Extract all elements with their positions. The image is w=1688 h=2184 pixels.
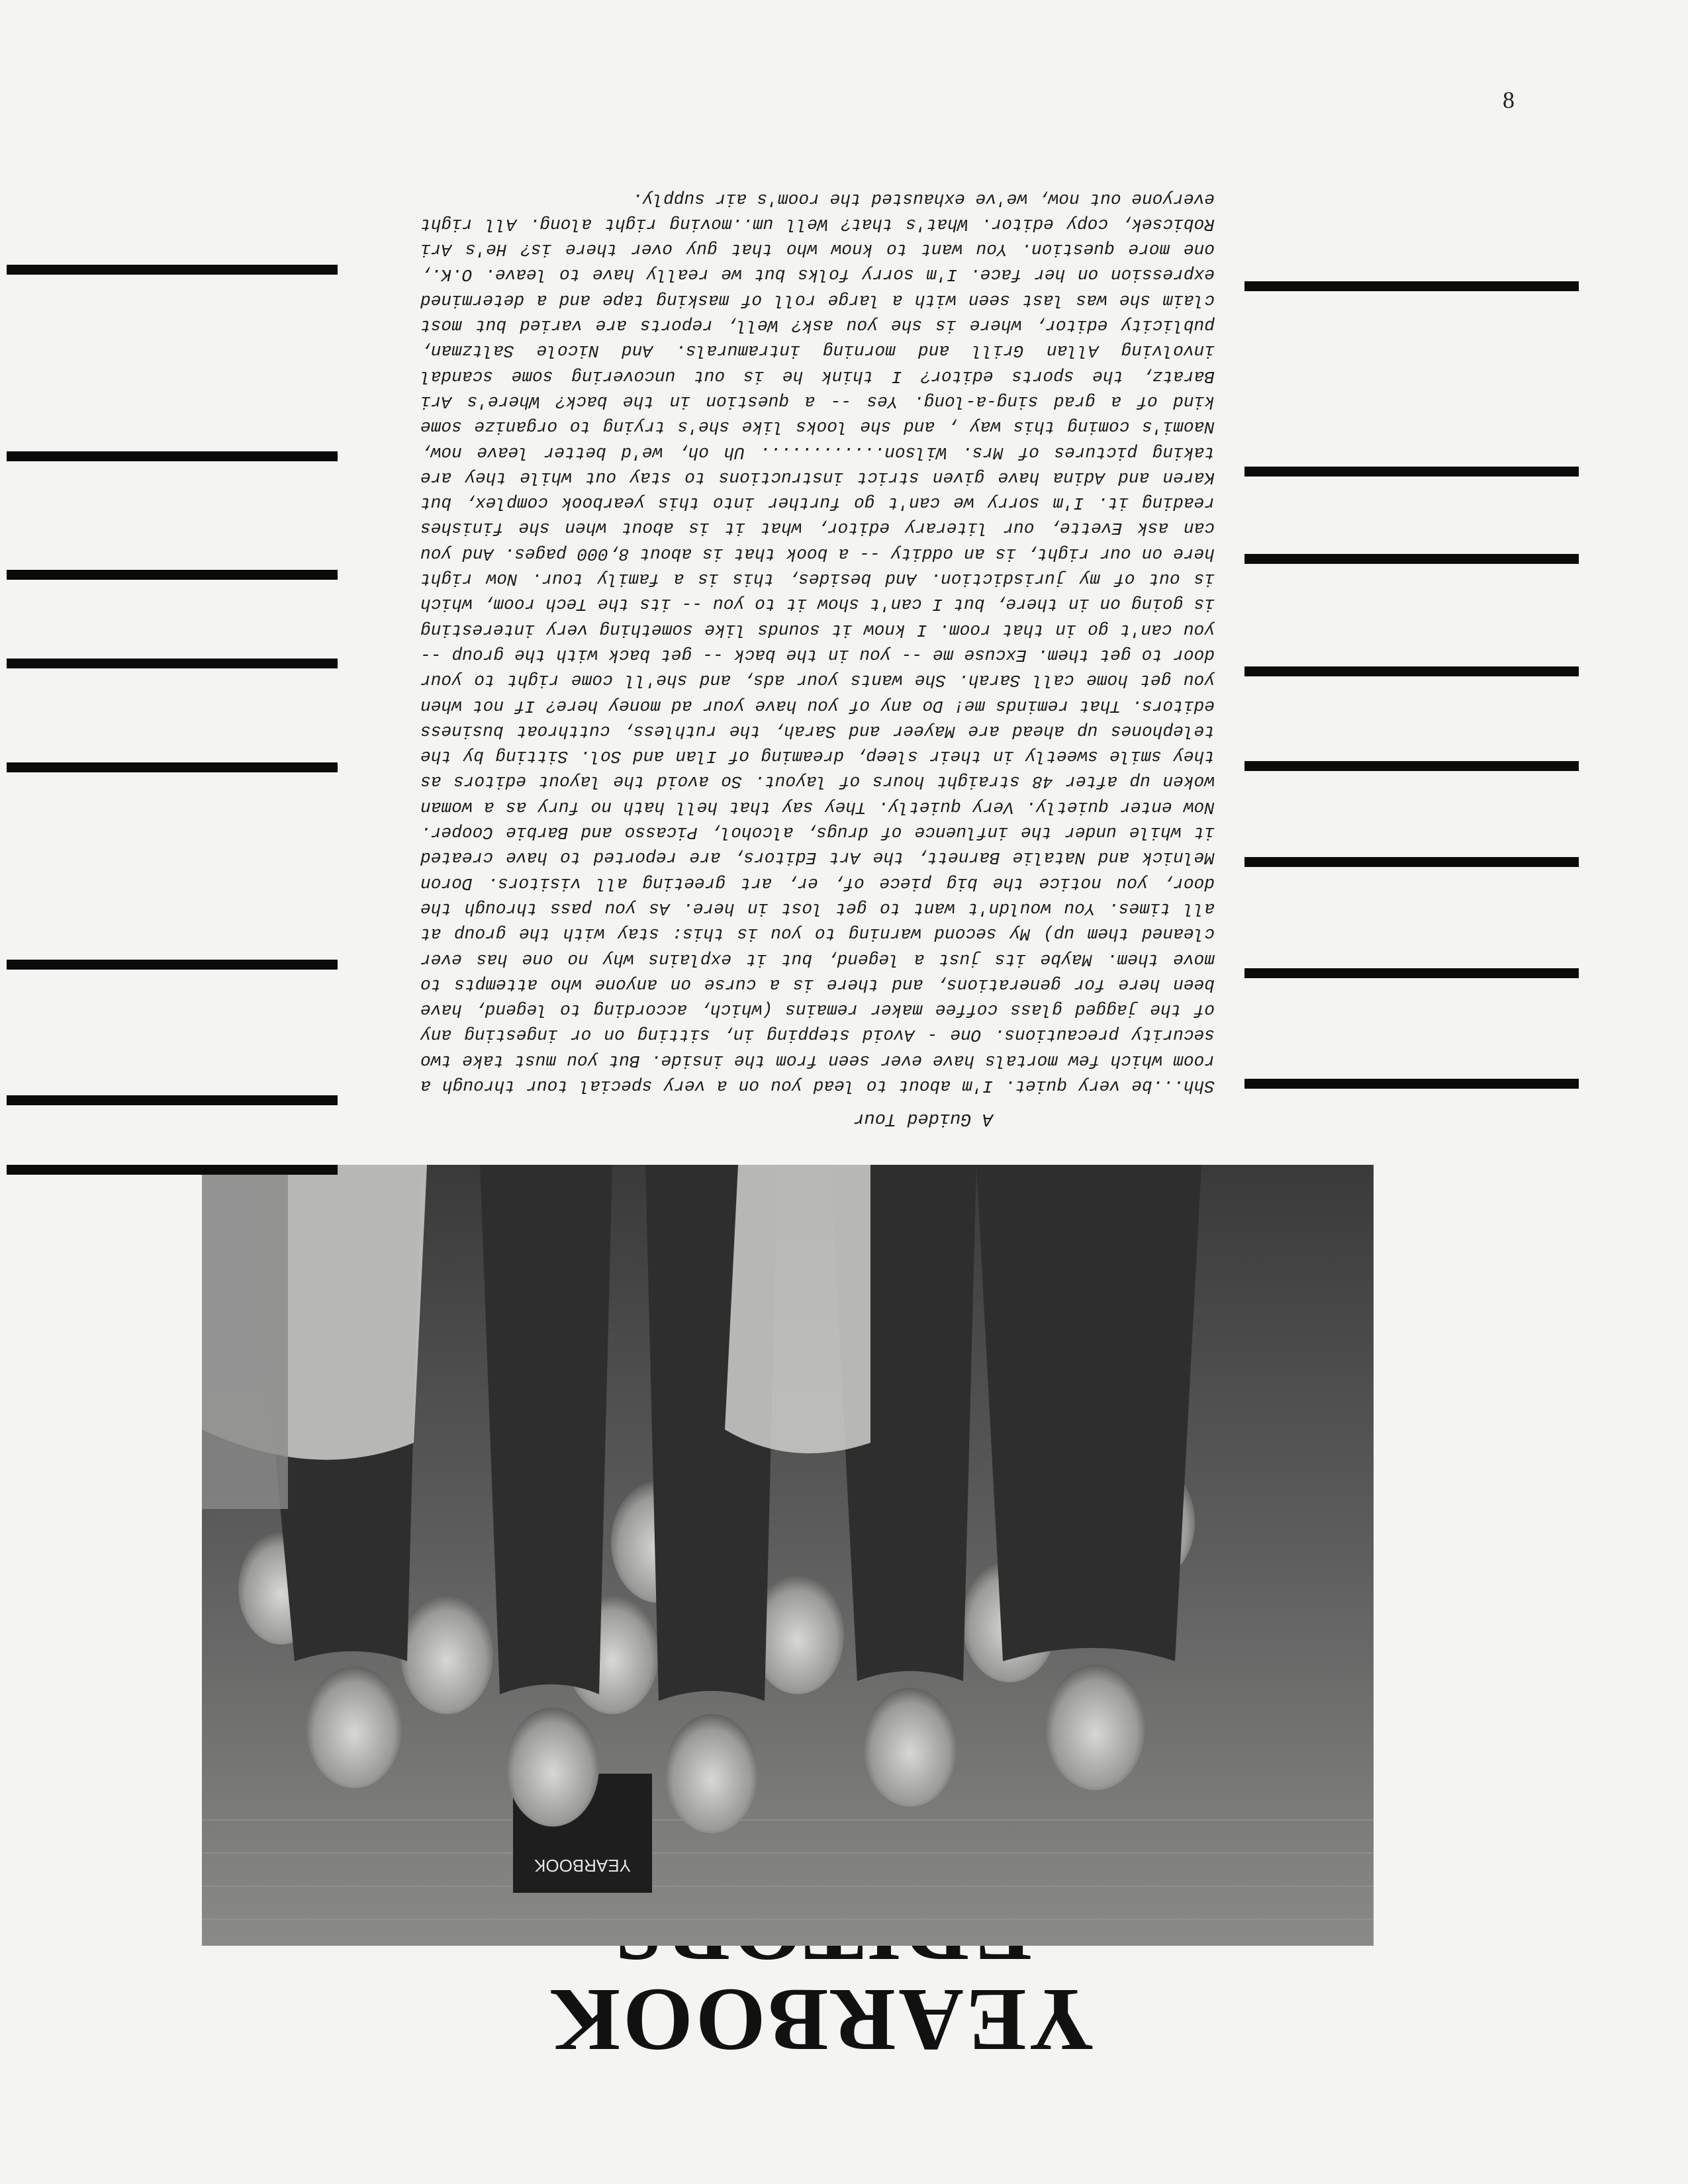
decorative-bar bbox=[1244, 968, 1579, 978]
decorative-bar bbox=[7, 265, 338, 275]
article-body: Shh...be very quiet. I'm about to lead you on a very special tour through a room which few mortals have ever seen from the inside. But you must take two security precautions. One - Avoid stepping in, sitting on or ingesting any of the jagged glass coffee maker remains (which, according to legend, have been here for generations, and there is a curse on anyone who attempts to move them. Maybe its just a legend, but it explains why no one has ever cleaned them up) My second warning to you is this: stay with the group at all times. You wouldn't want to get lost in here. As you pass through the door, you notice the big piece of, er, art greeting all visitors. Doron Melnick and Natalie Barnett, the Art Editors, are reported to have created it while under the influence of drugs, alcohol, Picasso and Barbie Cooper. Now enter quietly. Very quietly. They say that hell hath no fury as a woman woken up after 48 straight hours of layout. So avoid the layout editors as they smile sweetly in their sleep, dreaming of Ilan and Sol. Sitting by the telephones up ahead are Mayeer and Sarah, the ruthless, cutthroat business editors. That reminds me! Do any of you have your ad money here? If not when you get home call Sarah. She wants your ads, and she'll come right to your door to get them. Excuse me -- you in the back -- get back with the group -- you can't go in that room. I know it sounds like something very interesting is going on in there, but I can't show it to you -- its the Tech room, which is out of my jurisdiction. And besides, this is a family tour. Now right here on our right, is an oddity -- a book that is about 8,000 pages. And you can ask Evette, our literary editor, what it is about when she finishes reading it. I'm sorry we can't go further into this yearbook complex, but Karen and Adina have given strict instructions to stay out while they are taking pictures of Mrs. Wilson............ Uh oh, we'd better leave now, Naomi's coming this way , and she looks like she's trying to organize some kind of a grad sing-a-long. Yes -- a question in the back? Where's Ari Baratz, the sports editor? I think he is out uncovering some scandal involving Allan Grill and morning intramurals. And Nicole Saltzman, publicity editor, where is she you ask? Well, reports are varied but most claim she was last seen with a large roll of masking tape and a determined expression on her face. I'm sorry folks but we really have to leave. O.K., one more question. You want to know who that guy over there is? He's Ari Robicsek, copy editor. What's that? Well um..moving right along. All right everyone out now, we've exhausted the room's air supply. bbox=[420, 189, 1215, 1096]
decorative-bar bbox=[7, 1095, 338, 1105]
decorative-bar bbox=[7, 570, 338, 580]
decorative-bar bbox=[1244, 281, 1579, 291]
group-photo bbox=[202, 1165, 1374, 1946]
decorative-bar bbox=[1244, 554, 1579, 564]
page-number: 8 bbox=[1503, 87, 1515, 113]
sign-text: YEARBOOK bbox=[534, 1856, 631, 1876]
group-photo-image bbox=[202, 1165, 1374, 1946]
decorative-bar bbox=[1244, 761, 1579, 771]
decorative-bar bbox=[1244, 857, 1579, 867]
decorative-bar bbox=[7, 659, 338, 668]
decorative-bar bbox=[7, 960, 338, 970]
decorative-bar bbox=[7, 1165, 338, 1175]
decorative-bar bbox=[7, 762, 338, 772]
page-title: YEARBOOK bbox=[547, 1970, 1094, 2070]
decorative-bar bbox=[1244, 666, 1579, 676]
article-subtitle: A Guided Tour bbox=[853, 1109, 993, 1128]
decorative-bar bbox=[1244, 1079, 1579, 1089]
decorative-bar bbox=[7, 451, 338, 461]
decorative-bar bbox=[1244, 467, 1579, 477]
